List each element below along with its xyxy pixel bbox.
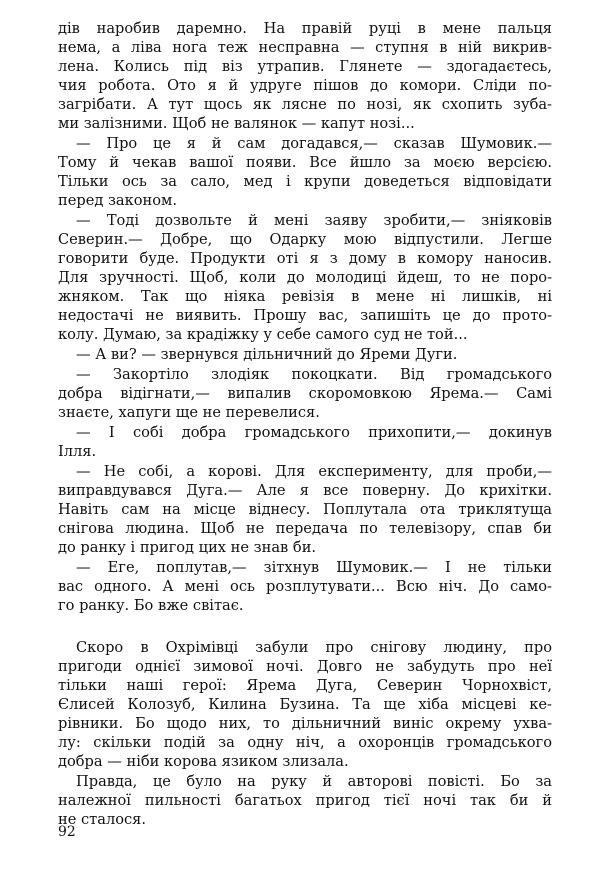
text-line: дів наробив даремно. На правій руці в мене пальця — [58, 20, 552, 37]
text-line: добра відігнати,— випалив скоромовкою Ярема.— Самі — [58, 385, 552, 402]
text-line: — І собі добра громадського прихопити,— докинув — [76, 424, 552, 441]
text-line: знаєте, хапуги ще не перевелися. — [58, 404, 320, 421]
text-line: Правда, це було на руку й авторові повісті. Бо за — [76, 773, 552, 790]
text-line: снігова людина. Щоб не передача по телевізору, спав би — [58, 520, 552, 537]
text-line: — Еге, поплутав,— зітхнув Шумовик.— І не тільки — [76, 559, 552, 576]
text-line: Навіть сам на місце віднесу. Поплутала ота триклятуща — [58, 501, 552, 518]
text-line: рівники. Бо щодо них, то дільничний виніс окрему ухва- — [58, 715, 552, 732]
text-line: лена. Колись під віз утрапив. Глянете — здогадаєтесь, — [58, 58, 552, 75]
text-line: — Закортіло злодіяк покоцкати. Від громадського — [76, 366, 552, 383]
text-line: говорити буде. Продукти оті я з дому в комору наносив. — [58, 250, 552, 267]
text-line: перед законом. — [58, 192, 178, 209]
text-line: пригоди однієї зимової ночі. Довго не забудуть про неї — [58, 658, 552, 675]
text-line: го ранку. Бо вже світає. — [58, 597, 244, 614]
text-line: — А ви? — звернувся дільничний до Яреми Дуги. — [76, 346, 458, 363]
text-line: Для зручності. Щоб, коли до молодиці йдеш, то не поро- — [58, 269, 552, 286]
text-line: не сталося. — [58, 811, 147, 828]
text-line: добра — ніби корова язиком злизала. — [58, 753, 349, 770]
text-line: ми залізними. Щоб не валянок — капут нозі... — [58, 115, 415, 132]
text-line: вас одного. А мені ось розплутувати... Всю ніч. До само- — [58, 578, 552, 595]
text-line: Северин.— Добре, що Одарку мою відпустили. Легше — [58, 231, 552, 248]
text-line: нема, а ліва нога теж несправна — ступня в ній викрив- — [58, 39, 552, 56]
text-line: Ілля. — [58, 443, 97, 460]
page-number: 92 — [58, 824, 76, 840]
text-line: — Не собі, а корові. Для експерименту, для проби,— — [76, 463, 552, 480]
text-line: — Про це я й сам догадався,— сказав Шумовик.— — [76, 135, 552, 152]
text-line: Єлисей Колозуб, Килина Бузина. Та ще хіба місцеві ке- — [58, 696, 552, 713]
text-line: належної пильності багатьох пригод тієї ночі так би й — [58, 792, 552, 809]
text-line: Тому й чекав вашої появи. Все йшло за моєю версією. — [58, 154, 552, 171]
text-line: Скоро в Охрімівці забули про снігову людину, про — [76, 639, 552, 656]
text-line: недостачі не виявить. Прошу вас, запишіть це до прото- — [58, 307, 552, 324]
text-line: колу. Думаю, за крадіжку у себе самого суд не той... — [58, 326, 468, 343]
text-line: загрібати. А тут щось як лясне по нозі, як схопить зуба- — [58, 96, 552, 113]
text-line: чия робота. Ото я й удруге пішов до комори. Сліди по- — [58, 77, 552, 94]
text-line: лу: скільки подій за одну ніч, а охоронців громадського — [58, 734, 552, 751]
text-line: тільки наші герої: Ярема Дуга, Северин Чорнохвіст, — [58, 677, 552, 694]
text-line: жняком. Так що ніяка ревізія в мене ні лишків, ні — [58, 288, 552, 305]
text-line: — Тоді дозвольте й мені заяву зробити,— зніяковів — [76, 212, 552, 229]
text-line: виправдувався Дуга.— Але я все поверну. До крихітки. — [58, 482, 552, 499]
text-line: Тільки ось за сало, мед і крупи доведеться відповідати — [58, 173, 552, 190]
text-line: до ранку і пригод цих не знав би. — [58, 539, 317, 556]
